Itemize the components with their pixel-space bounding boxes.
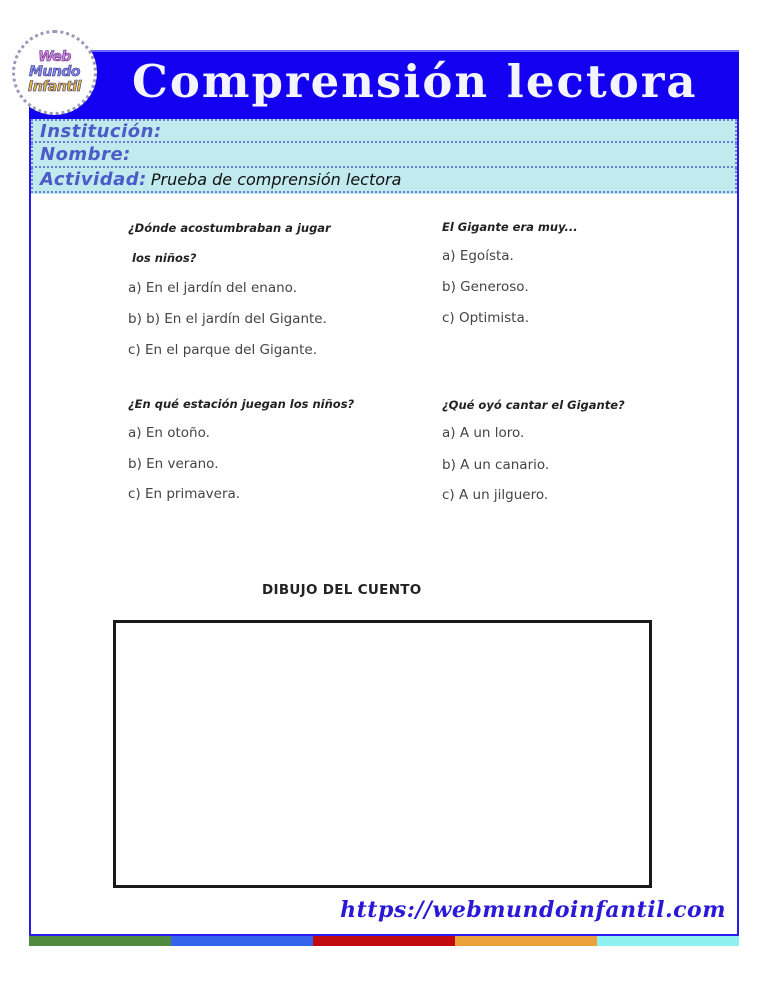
question-3-option-c[interactable]: c) En primavera. [128,486,241,502]
question-2-option-c[interactable]: c) Optimista. [442,310,530,326]
logo-line-infantil: Infantil [28,79,81,95]
strip-segment-orange [455,936,597,946]
activity-label: Actividad: [40,169,147,190]
question-4-option-c[interactable]: c) A un jilguero. [442,487,549,503]
question-1-option-a[interactable]: a) En el jardín del enano. [128,280,297,296]
question-1 [128,221,418,361]
drawing-title: DIBUJO DEL CUENTO [262,582,422,598]
question-2 [442,220,702,330]
question-1-option-c[interactable]: c) En el parque del Gigante. [128,342,317,358]
info-block [31,119,737,194]
strip-segment-blue [171,936,313,946]
page-title: Comprensión lectora [132,55,698,108]
question-2-option-a[interactable]: a) Egoísta. [442,248,514,264]
name-row [31,143,737,168]
question-2-title: El Gigante era muy... [442,220,578,234]
strip-segment-green [29,936,171,946]
question-3-title: ¿En qué estación juegan los niños? [128,397,355,411]
question-4 [442,398,702,508]
question-2-option-b[interactable]: b) Generoso. [442,279,529,295]
question-3-option-b[interactable]: b) En verano. [128,456,219,472]
color-strip [29,936,739,946]
strip-segment-red [313,936,455,946]
logo-line-mundo: Mundo [28,64,80,80]
name-label: Nombre: [40,144,131,165]
question-3 [128,397,418,507]
strip-segment-cyan [597,936,739,946]
activity-value: Prueba de comprensión lectora [150,170,402,189]
question-4-option-b[interactable]: b) A un canario. [442,457,550,473]
question-1-option-b[interactable]: b) b) En el jardín del Gigante. [128,311,327,327]
institution-label: Institución: [40,120,162,142]
logo-line-web: Web [38,49,71,65]
activity-row [31,168,737,193]
question-1-title-line-1: ¿Dónde acostumbraban a jugar [128,221,331,235]
question-4-title: ¿Qué oyó cantar el Gigante? [442,398,625,412]
question-4-option-a[interactable]: a) A un loro. [442,425,525,441]
website-url: https://webmundoinfantil.com [340,897,726,923]
drawing-area[interactable] [113,620,652,888]
question-3-option-a[interactable]: a) En otoño. [128,425,210,441]
institution-row [31,119,737,143]
logo [12,30,97,115]
question-1-title-line-2: los niños? [128,251,197,265]
